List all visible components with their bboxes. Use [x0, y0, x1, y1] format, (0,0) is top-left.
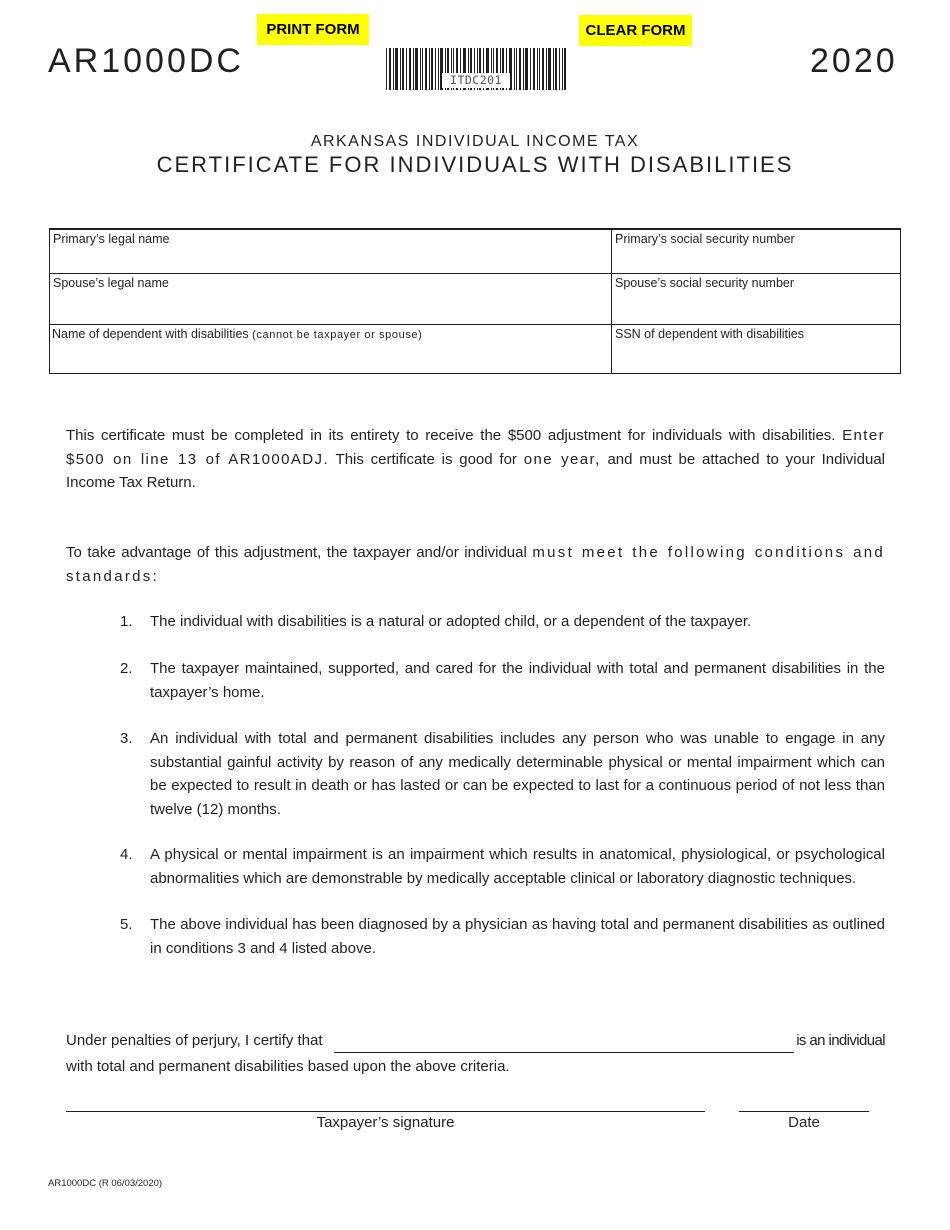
- spouse-name-label: Spouse’s legal name: [53, 276, 169, 290]
- taxpayer-info-table: [49, 228, 901, 374]
- conditions-intro-text: must meet the following conditions and standards:: [66, 544, 885, 585]
- condition-number: 5.: [120, 916, 133, 933]
- condition-number: 4.: [120, 846, 133, 863]
- condition-text: A physical or mental impairment is an impairment which results in anatomical, physiological, or psychological abnormalities which are demonstrable by medically acceptable clinical or laboratory diagnostic techniques.: [150, 846, 885, 887]
- intro-paragraph: [66, 424, 885, 495]
- dependent-name-input[interactable]: [53, 346, 609, 370]
- condition-text: The taxpayer maintained, supported, and cared for the individual with total and permanent disabilities in the taxpayer’s home.: [150, 660, 885, 701]
- certification-line-2: with total and permanent disabilities based upon the above criteria.: [66, 1058, 510, 1075]
- intro-text: This certificate is good for: [335, 450, 517, 468]
- intro-text: one year,: [523, 450, 601, 468]
- condition-number: 2.: [120, 660, 133, 677]
- taxpayer-signature-label: Taxpayer’s signature: [316, 1114, 455, 1131]
- tax-year: 2020: [810, 42, 898, 80]
- spouse-ssn-input[interactable]: [615, 295, 899, 319]
- dependent-ssn-input[interactable]: [615, 346, 899, 370]
- print-form-button[interactable]: PRINT FORM: [257, 14, 369, 45]
- table-row-divider: [50, 273, 900, 274]
- dependent-name-note: (cannot be taxpayer or spouse): [252, 329, 423, 341]
- condition-number: 1.: [120, 613, 133, 630]
- table-row-divider: [50, 324, 900, 325]
- intro-text: and must be attached to your Individual Income Tax Return.: [66, 450, 885, 491]
- date-label: Date: [788, 1114, 820, 1131]
- dependent-name-label-text: Name of dependent with disabilities: [52, 327, 249, 341]
- clear-form-button[interactable]: CLEAR FORM: [579, 15, 692, 46]
- condition-text: The above individual has been diagnosed by a physician as having total and permanent disabilities as outlined in conditions 3 and 4 listed above.: [150, 916, 885, 957]
- table-divider: [611, 230, 612, 373]
- certification-prefix: Under penalties of perjury, I certify that: [66, 1032, 323, 1049]
- intro-text: Enter $500 on line 13 of AR1000ADJ.: [66, 427, 886, 468]
- dependent-name-label: [52, 327, 422, 341]
- primary-ssn-label: Primary’s social security number: [615, 232, 795, 246]
- conditions-intro-text: To take advantage of this adjustment, the taxpayer and/or individual: [66, 544, 527, 561]
- primary-name-input[interactable]: [53, 249, 609, 269]
- form-subtitle: ARKANSAS INDIVIDUAL INCOME TAX: [310, 133, 640, 150]
- form-title: CERTIFICATE FOR INDIVIDUALS WITH DISABILITIES: [156, 152, 794, 177]
- dependent-ssn-label: SSN of dependent with disabilities: [615, 327, 805, 341]
- condition-text: An individual with total and permanent disabilities includes any person who was unable to engage in any substantial gainful activity by reason of any medically determinable physical or mental impairment which can be expected to result in death or has lasted or can be expected to last for a continuous period of not less than twelve (12) months.: [150, 730, 885, 818]
- signature-line[interactable]: [66, 1111, 705, 1112]
- certification-line: [66, 1030, 885, 1054]
- primary-ssn-input[interactable]: [615, 249, 899, 269]
- date-line[interactable]: [739, 1111, 869, 1112]
- form-revision: AR1000DC (R 06/03/2020): [48, 1178, 163, 1189]
- condition-number: 3.: [120, 730, 133, 747]
- barcode-number: ITDC201: [442, 73, 510, 88]
- primary-name-label: Primary’s legal name: [53, 232, 170, 246]
- conditions-intro: [66, 541, 885, 588]
- certification-suffix: is an individual: [796, 1032, 885, 1049]
- certified-individual-input[interactable]: [334, 1030, 794, 1053]
- intro-text: This certificate must be completed in its entirety to receive the $500 adjustment for individuals with disabilities.: [66, 427, 836, 444]
- condition-text: The individual with disabilities is a natural or adopted child, or a dependent of the taxpayer.: [150, 613, 752, 630]
- spouse-name-input[interactable]: [53, 295, 609, 319]
- spouse-ssn-label: Spouse’s social security number: [615, 276, 795, 290]
- form-code: AR1000DC: [48, 42, 244, 80]
